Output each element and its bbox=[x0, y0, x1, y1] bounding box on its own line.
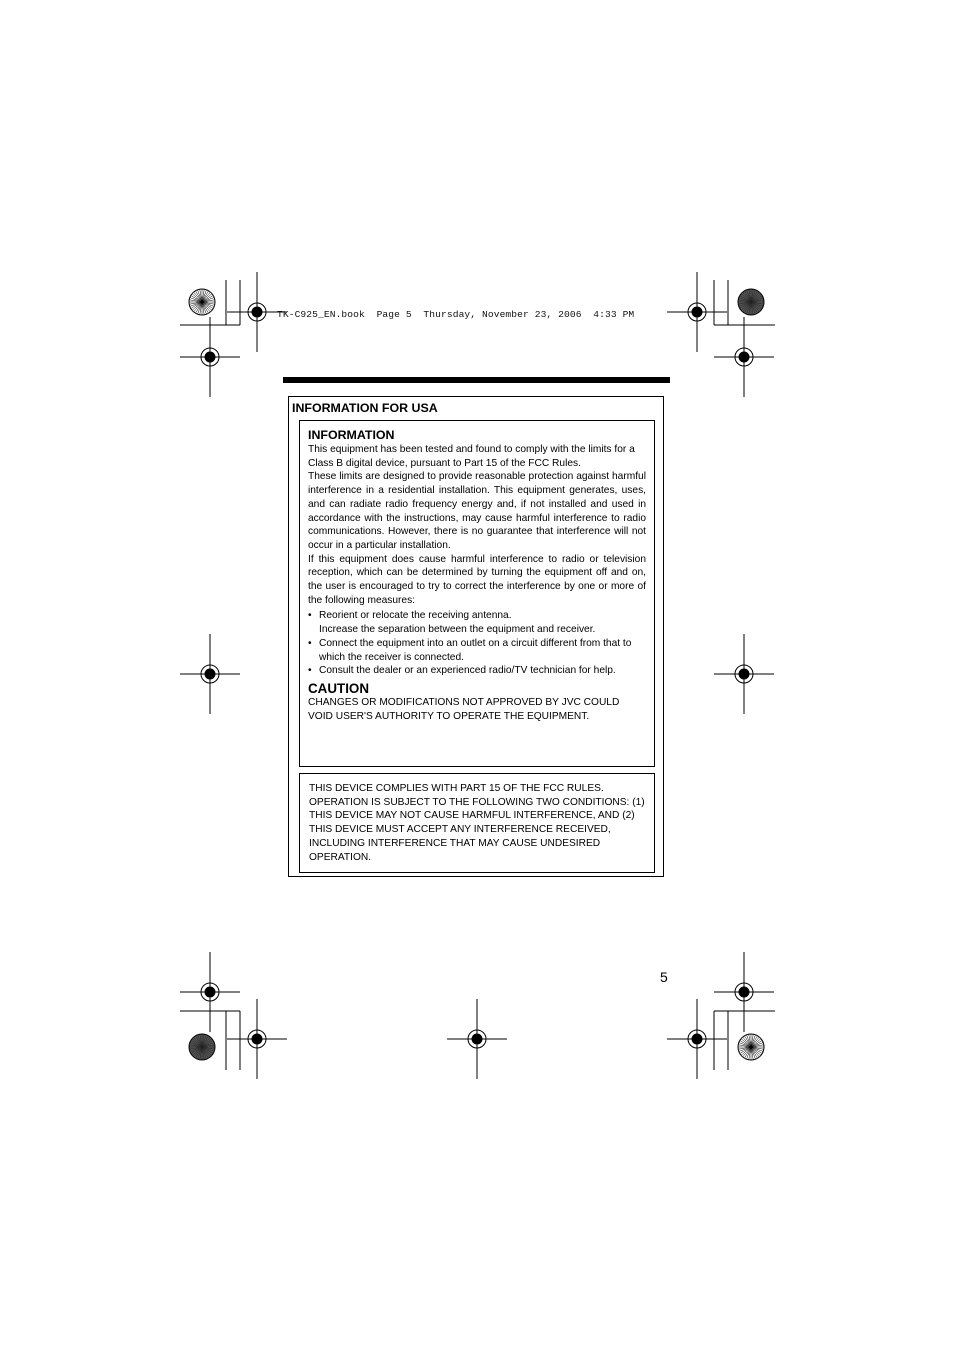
page-number: 5 bbox=[660, 969, 668, 985]
information-box bbox=[299, 420, 655, 767]
fcc-notice-text: THIS DEVICE COMPLIES WITH PART 15 OF THE FCC RULES. OPERATION IS SUBJECT TO THE FOLLOWING TWO CONDITIONS: (1) THIS DEVICE MAY NOT CAUSE HARMFUL INTERFERENCE, AND (2) THIS DEVICE MUST ACCEPT ANY INTERFERENCE RECEIVED, INCLUDING INTERFERENCE THAT MAY CAUSE UNDESIRED OPERATION. bbox=[309, 783, 645, 863]
bullet-icon: • bbox=[308, 637, 312, 649]
section-title: INFORMATION FOR USA bbox=[292, 401, 438, 415]
measure-text: Connect the equipment into an outlet on a circuit different from that to which the receiver is connected. bbox=[319, 637, 632, 663]
measure-text: Increase the separation between the equipment and receiver. bbox=[319, 624, 596, 636]
measure-text: Reorient or relocate the receiving antenna. bbox=[319, 610, 512, 622]
list-item bbox=[308, 609, 646, 636]
registration-mark-icon bbox=[180, 952, 240, 1032]
bullet-icon: • bbox=[308, 665, 312, 677]
print-header: TK-C925_EN.book Page 5 Thursday, November 23, 2006 4:33 PM bbox=[277, 309, 635, 320]
color-wheel-icon bbox=[189, 1034, 215, 1060]
measure-text: Consult the dealer or an experienced radio/TV technician for help. bbox=[319, 665, 616, 677]
information-paragraph-1: This equipment has been tested and found to comply with the limits for a Class B digital device, pursuant to Part 15 of the FCC Rules. bbox=[308, 444, 635, 469]
color-wheel-icon bbox=[738, 289, 764, 315]
fcc-notice-box bbox=[299, 773, 655, 873]
color-wheel-icon bbox=[738, 1034, 764, 1060]
information-for-usa-box bbox=[288, 396, 664, 877]
registration-mark-icon bbox=[714, 952, 774, 1032]
registration-mark-icon bbox=[714, 317, 774, 397]
caution-text: CHANGES OR MODIFICATIONS NOT APPROVED BY JVC COULD VOID USER'S AUTHORITY TO OPERATE THE EQUIPMENT. bbox=[308, 696, 620, 722]
list-item bbox=[308, 664, 646, 678]
registration-mark-icon bbox=[180, 634, 240, 714]
color-wheel-icon bbox=[189, 289, 215, 315]
bullet-icon: • bbox=[308, 610, 312, 622]
list-item bbox=[308, 637, 646, 664]
registration-mark-icon bbox=[447, 999, 507, 1079]
registration-mark-icon bbox=[180, 317, 240, 397]
top-rule bbox=[283, 377, 670, 383]
information-paragraph-2: These limits are designed to provide reasonable protection against harmful interference in a residential installation. This equipment generates, uses, and can radiate radio frequency energy and, if not installed and used in accordance with the instructions, may cause harmful interference to radio communications. However, there is no guarantee that interference will not occur in a particular installation. bbox=[308, 471, 646, 551]
registration-mark-icon bbox=[714, 634, 774, 714]
measures-list bbox=[308, 609, 646, 678]
information-paragraph-3: If this equipment does cause harmful interference to radio or television reception, which can be determined by turning the equipment off and on, the user is encouraged to try to correct the interference by one or more of the following measures: bbox=[308, 553, 646, 606]
caution-heading: CAUTION bbox=[308, 680, 369, 696]
registration-mark-icon bbox=[667, 272, 727, 352]
information-heading: INFORMATION bbox=[308, 428, 395, 442]
